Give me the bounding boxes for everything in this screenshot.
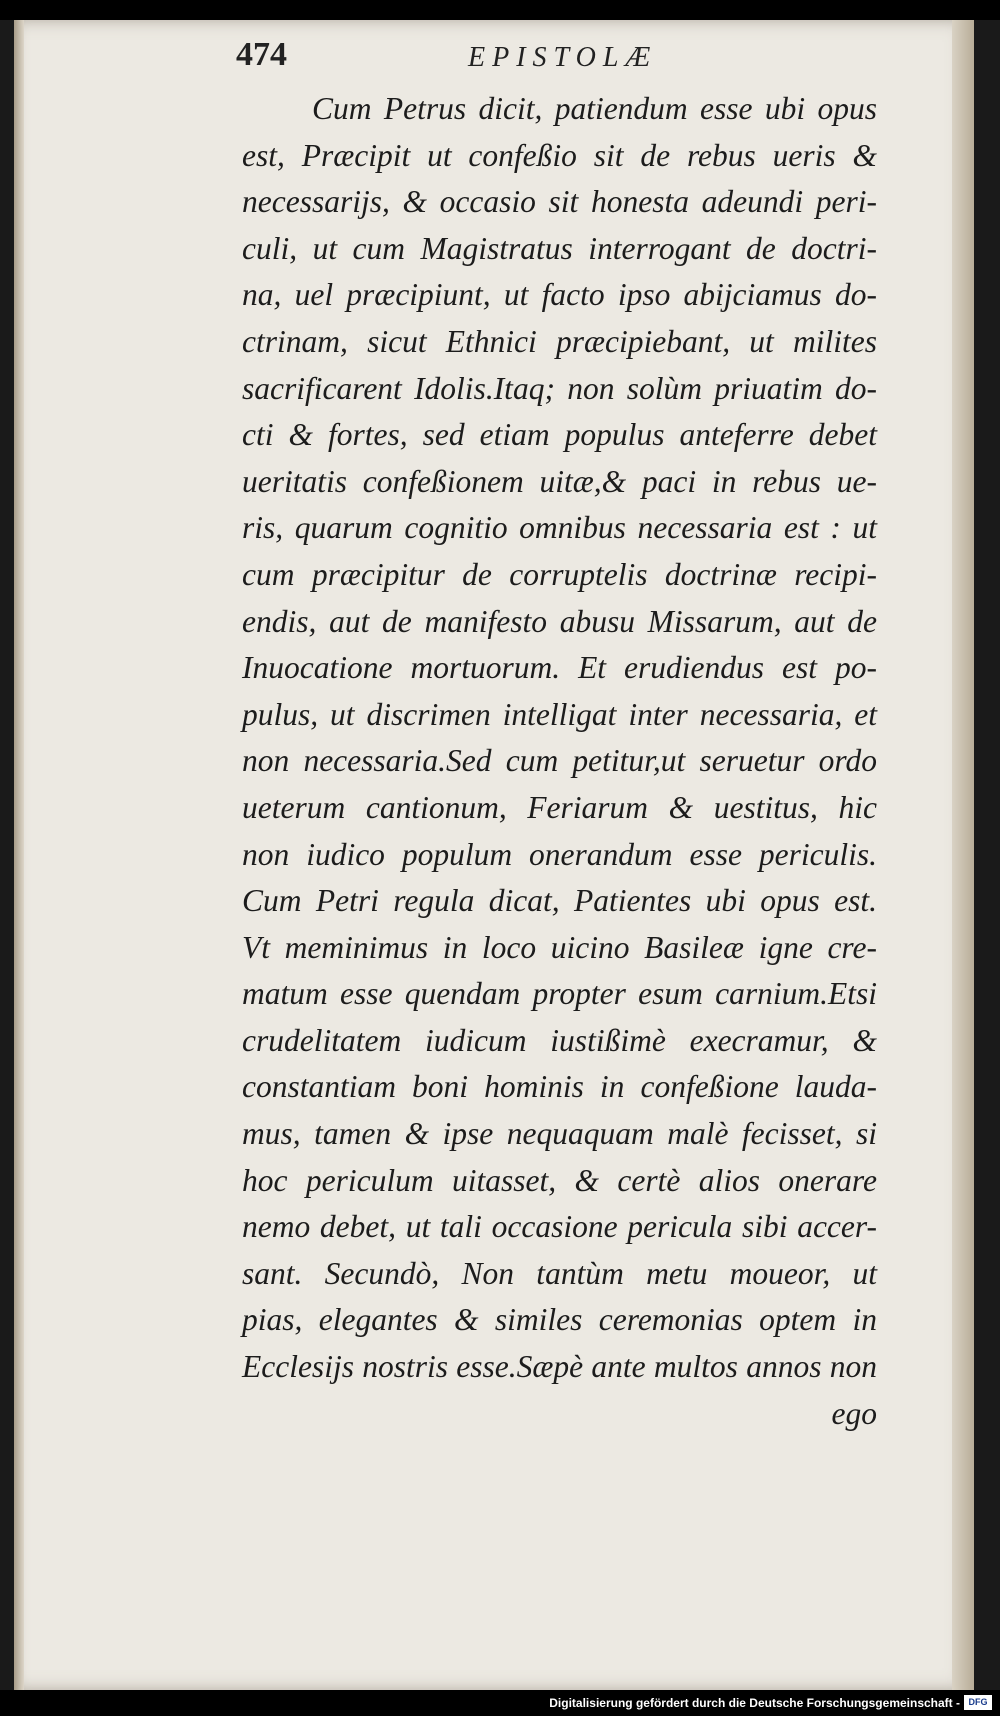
page-number: 474 bbox=[236, 36, 287, 73]
text-line: constantiam boni hominis in confeßione lauda- bbox=[242, 1069, 877, 1105]
page-gutter bbox=[14, 20, 24, 1690]
text-line: est, Præcipit ut confeßio sit de rebus ueris & bbox=[242, 137, 877, 173]
text-line: endis, aut de manifesto abusu Missarum, aut de bbox=[242, 603, 877, 639]
top-frame bbox=[0, 0, 1000, 20]
text-line: cum præcipitur de corruptelis doctrinæ recipi- bbox=[242, 556, 877, 592]
text-line: ueterum cantionum, Feriarum & uestitus, hic bbox=[242, 789, 877, 825]
text-line: non necessaria.Sed cum petitur,ut seruetur ordo bbox=[242, 743, 877, 779]
text-line: crudelitatem iudicum iustißimè execramur, & bbox=[242, 1022, 877, 1058]
page-fore-edge bbox=[952, 20, 974, 1690]
catchword: ego bbox=[831, 1395, 877, 1431]
text-line: ris, quarum cognitio omnibus necessaria est : ut bbox=[242, 510, 877, 546]
text-line: Ecclesijs nostris esse.Sæpè ante multos annos non bbox=[242, 1349, 877, 1385]
dfg-logo: DFG bbox=[964, 1695, 992, 1710]
text-line: matum esse quendam propter esum carnium.Etsi bbox=[242, 976, 877, 1012]
text-line: pias, elegantes & similes ceremonias optem in bbox=[242, 1302, 877, 1338]
text-line: Vt meminimus in loco uicino Basileæ igne cre- bbox=[242, 929, 877, 965]
running-title: EPISTOLÆ bbox=[468, 42, 658, 73]
page-header bbox=[236, 36, 856, 86]
text-line: culi, ut cum Magistratus interrogant de doctri- bbox=[242, 230, 877, 266]
text-line: sacrificarent Idolis.Itaq; non solùm priuatim do- bbox=[242, 370, 877, 406]
text-line: Cum Petri regula dicat, Patientes ubi opus est. bbox=[242, 883, 877, 919]
text-line: ueritatis confeßionem uitæ,& paci in rebus ue- bbox=[242, 463, 877, 499]
text-line: ctrinam, sicut Ethnici præcipiebant, ut milites bbox=[242, 323, 877, 359]
text-line: sant. Secundò, Non tantùm metu moueor, ut bbox=[242, 1255, 877, 1291]
text-line: non iudico populum onerandum esse periculis. bbox=[242, 836, 877, 872]
text-line: Cum Petrus dicit, patiendum esse ubi opus bbox=[312, 91, 877, 126]
text-line: pulus, ut discrimen intelligat inter necessaria, et bbox=[242, 696, 877, 732]
text-line: necessarijs, & occasio sit honesta adeundi peri- bbox=[242, 184, 877, 220]
text-line: hoc periculum uitasset, & certè alios onerare bbox=[242, 1162, 877, 1198]
text-line: mus, tamen & ipse nequaquam malè fecisset, si bbox=[242, 1116, 877, 1152]
funding-credit: Digitalisierung gefördert durch die Deutsche Forschungsgemeinschaft - bbox=[549, 1696, 960, 1710]
text-line: Inuocatione mortuorum. Et erudiendus est po- bbox=[242, 650, 877, 686]
text-line: cti & fortes, sed etiam populus anteferre debet bbox=[242, 417, 877, 453]
text-line: na, uel præcipiunt, ut facto ipso abijciamus do- bbox=[242, 277, 877, 313]
body-text bbox=[242, 86, 877, 1437]
text-line: nemo debet, ut tali occasione pericula sibi accer- bbox=[242, 1209, 877, 1245]
